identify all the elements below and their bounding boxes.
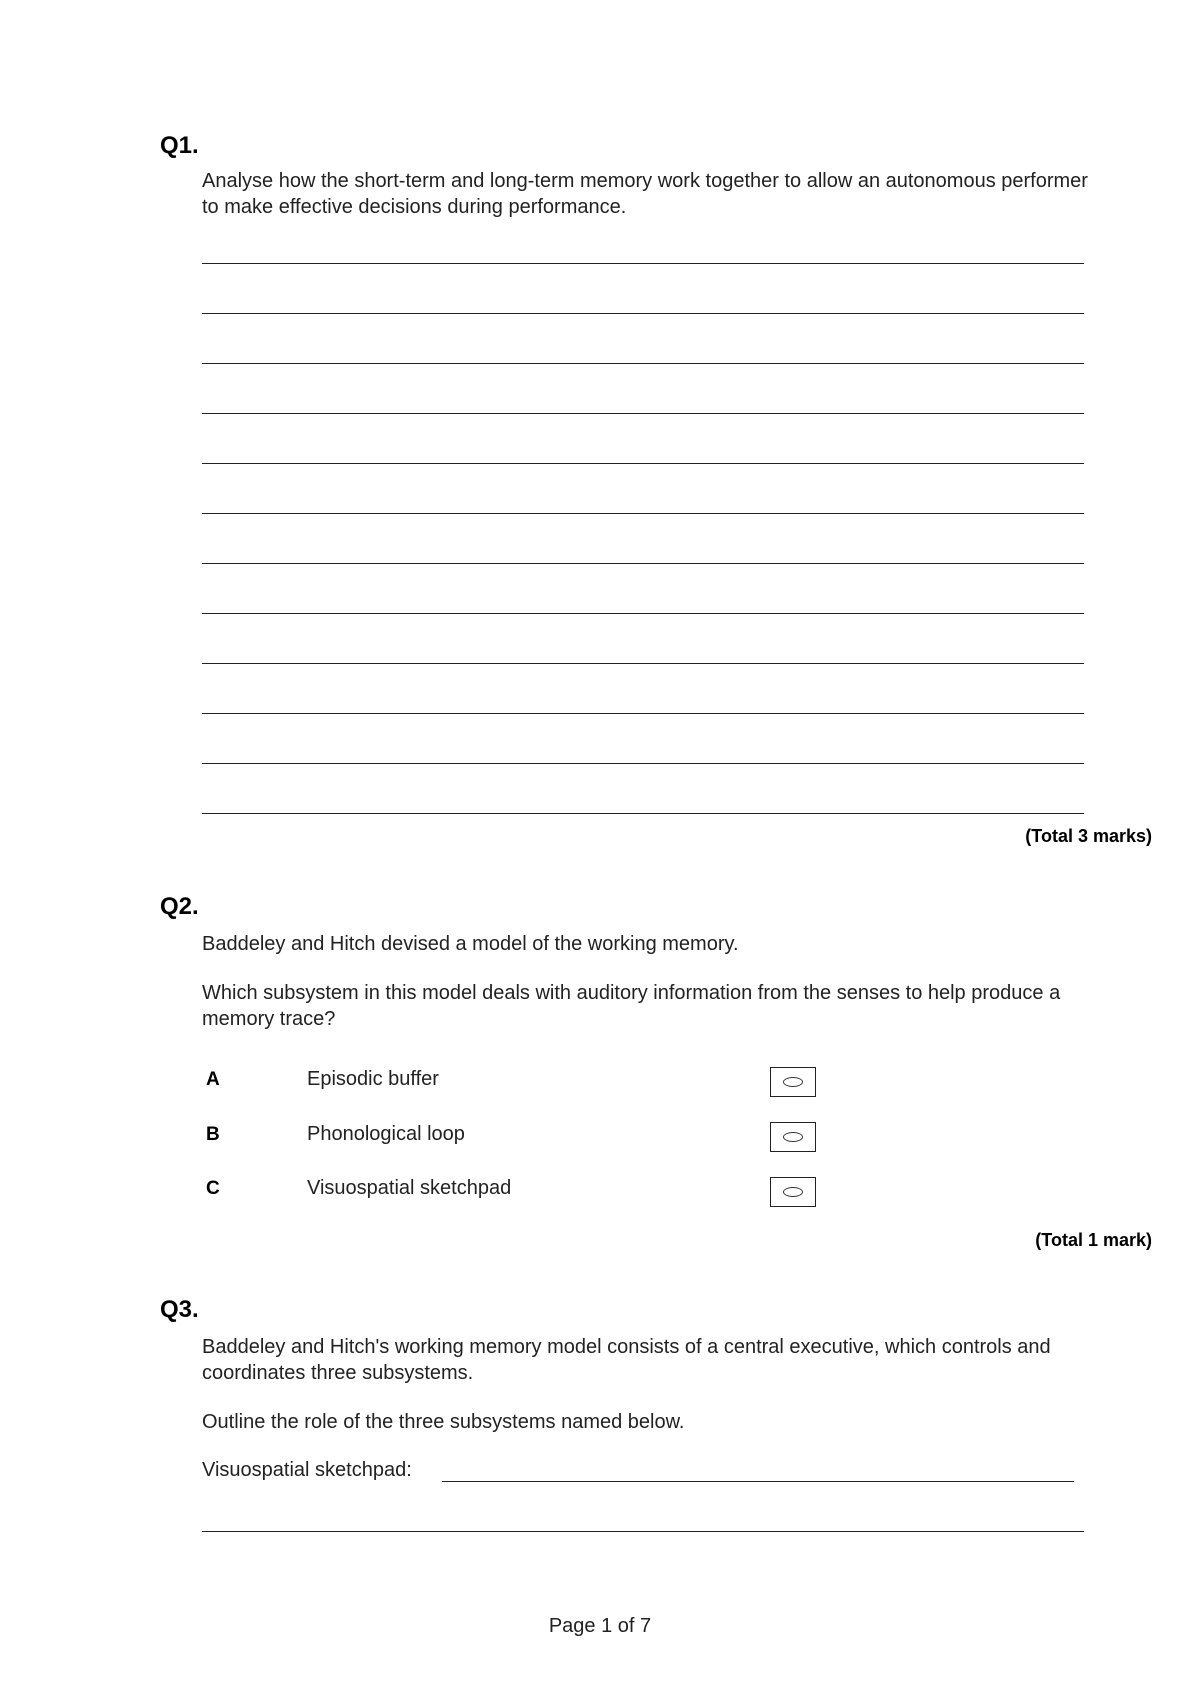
question-1-text: Analyse how the short-term and long-term memory work together to allow an autonomous performer to make effective decisions during performance.: [202, 170, 1088, 218]
option-text: Episodic buffer: [307, 1068, 439, 1090]
answer-line[interactable]: [202, 1531, 1084, 1532]
question-2-marks: (Total 1 mark): [1035, 1230, 1152, 1250]
option-text: Phonological loop: [307, 1123, 465, 1145]
answer-line[interactable]: [202, 513, 1084, 514]
answer-line[interactable]: [202, 313, 1084, 314]
answer-line[interactable]: [202, 713, 1084, 714]
answer-line[interactable]: [202, 663, 1084, 664]
question-2-intro: Baddeley and Hitch devised a model of the working memory.: [202, 933, 739, 955]
oval-icon: [783, 1132, 803, 1142]
answer-line[interactable]: [202, 563, 1084, 564]
question-1-number: Q1.: [160, 132, 199, 159]
option-text: Visuospatial sketchpad: [307, 1177, 512, 1199]
answer-line[interactable]: [202, 413, 1084, 414]
page-number: Page 1 of 7: [548, 1615, 652, 1637]
question-2-text: Which subsystem in this model deals with auditory information from the senses to help produce a memory trace?: [202, 982, 1061, 1030]
answer-line[interactable]: [202, 463, 1084, 464]
question-1-marks: (Total 3 marks): [1025, 826, 1152, 846]
option-c-answer-box[interactable]: [770, 1177, 816, 1207]
answer-line[interactable]: [202, 813, 1084, 814]
question-3-number: Q3.: [160, 1296, 199, 1323]
answer-line[interactable]: [202, 363, 1084, 364]
option-letter: A: [206, 1069, 220, 1090]
answer-line[interactable]: [202, 613, 1084, 614]
subsystem-label: Visuospatial sketchpad:: [202, 1459, 412, 1481]
question-3-intro: Baddeley and Hitch's working memory model consists of a central executive, which controls and coordinates three subsystems.: [202, 1336, 1051, 1384]
option-letter: B: [206, 1124, 220, 1145]
option-a-answer-box[interactable]: [770, 1067, 816, 1097]
option-b-answer-box[interactable]: [770, 1122, 816, 1152]
question-3-text: Outline the role of the three subsystems named below.: [202, 1411, 685, 1433]
option-letter: C: [206, 1178, 220, 1199]
oval-icon: [783, 1187, 803, 1197]
answer-line[interactable]: [202, 763, 1084, 764]
answer-line[interactable]: [202, 263, 1084, 264]
subsystem-answer-line[interactable]: [442, 1481, 1074, 1482]
question-2-number: Q2.: [160, 893, 199, 920]
oval-icon: [783, 1077, 803, 1087]
